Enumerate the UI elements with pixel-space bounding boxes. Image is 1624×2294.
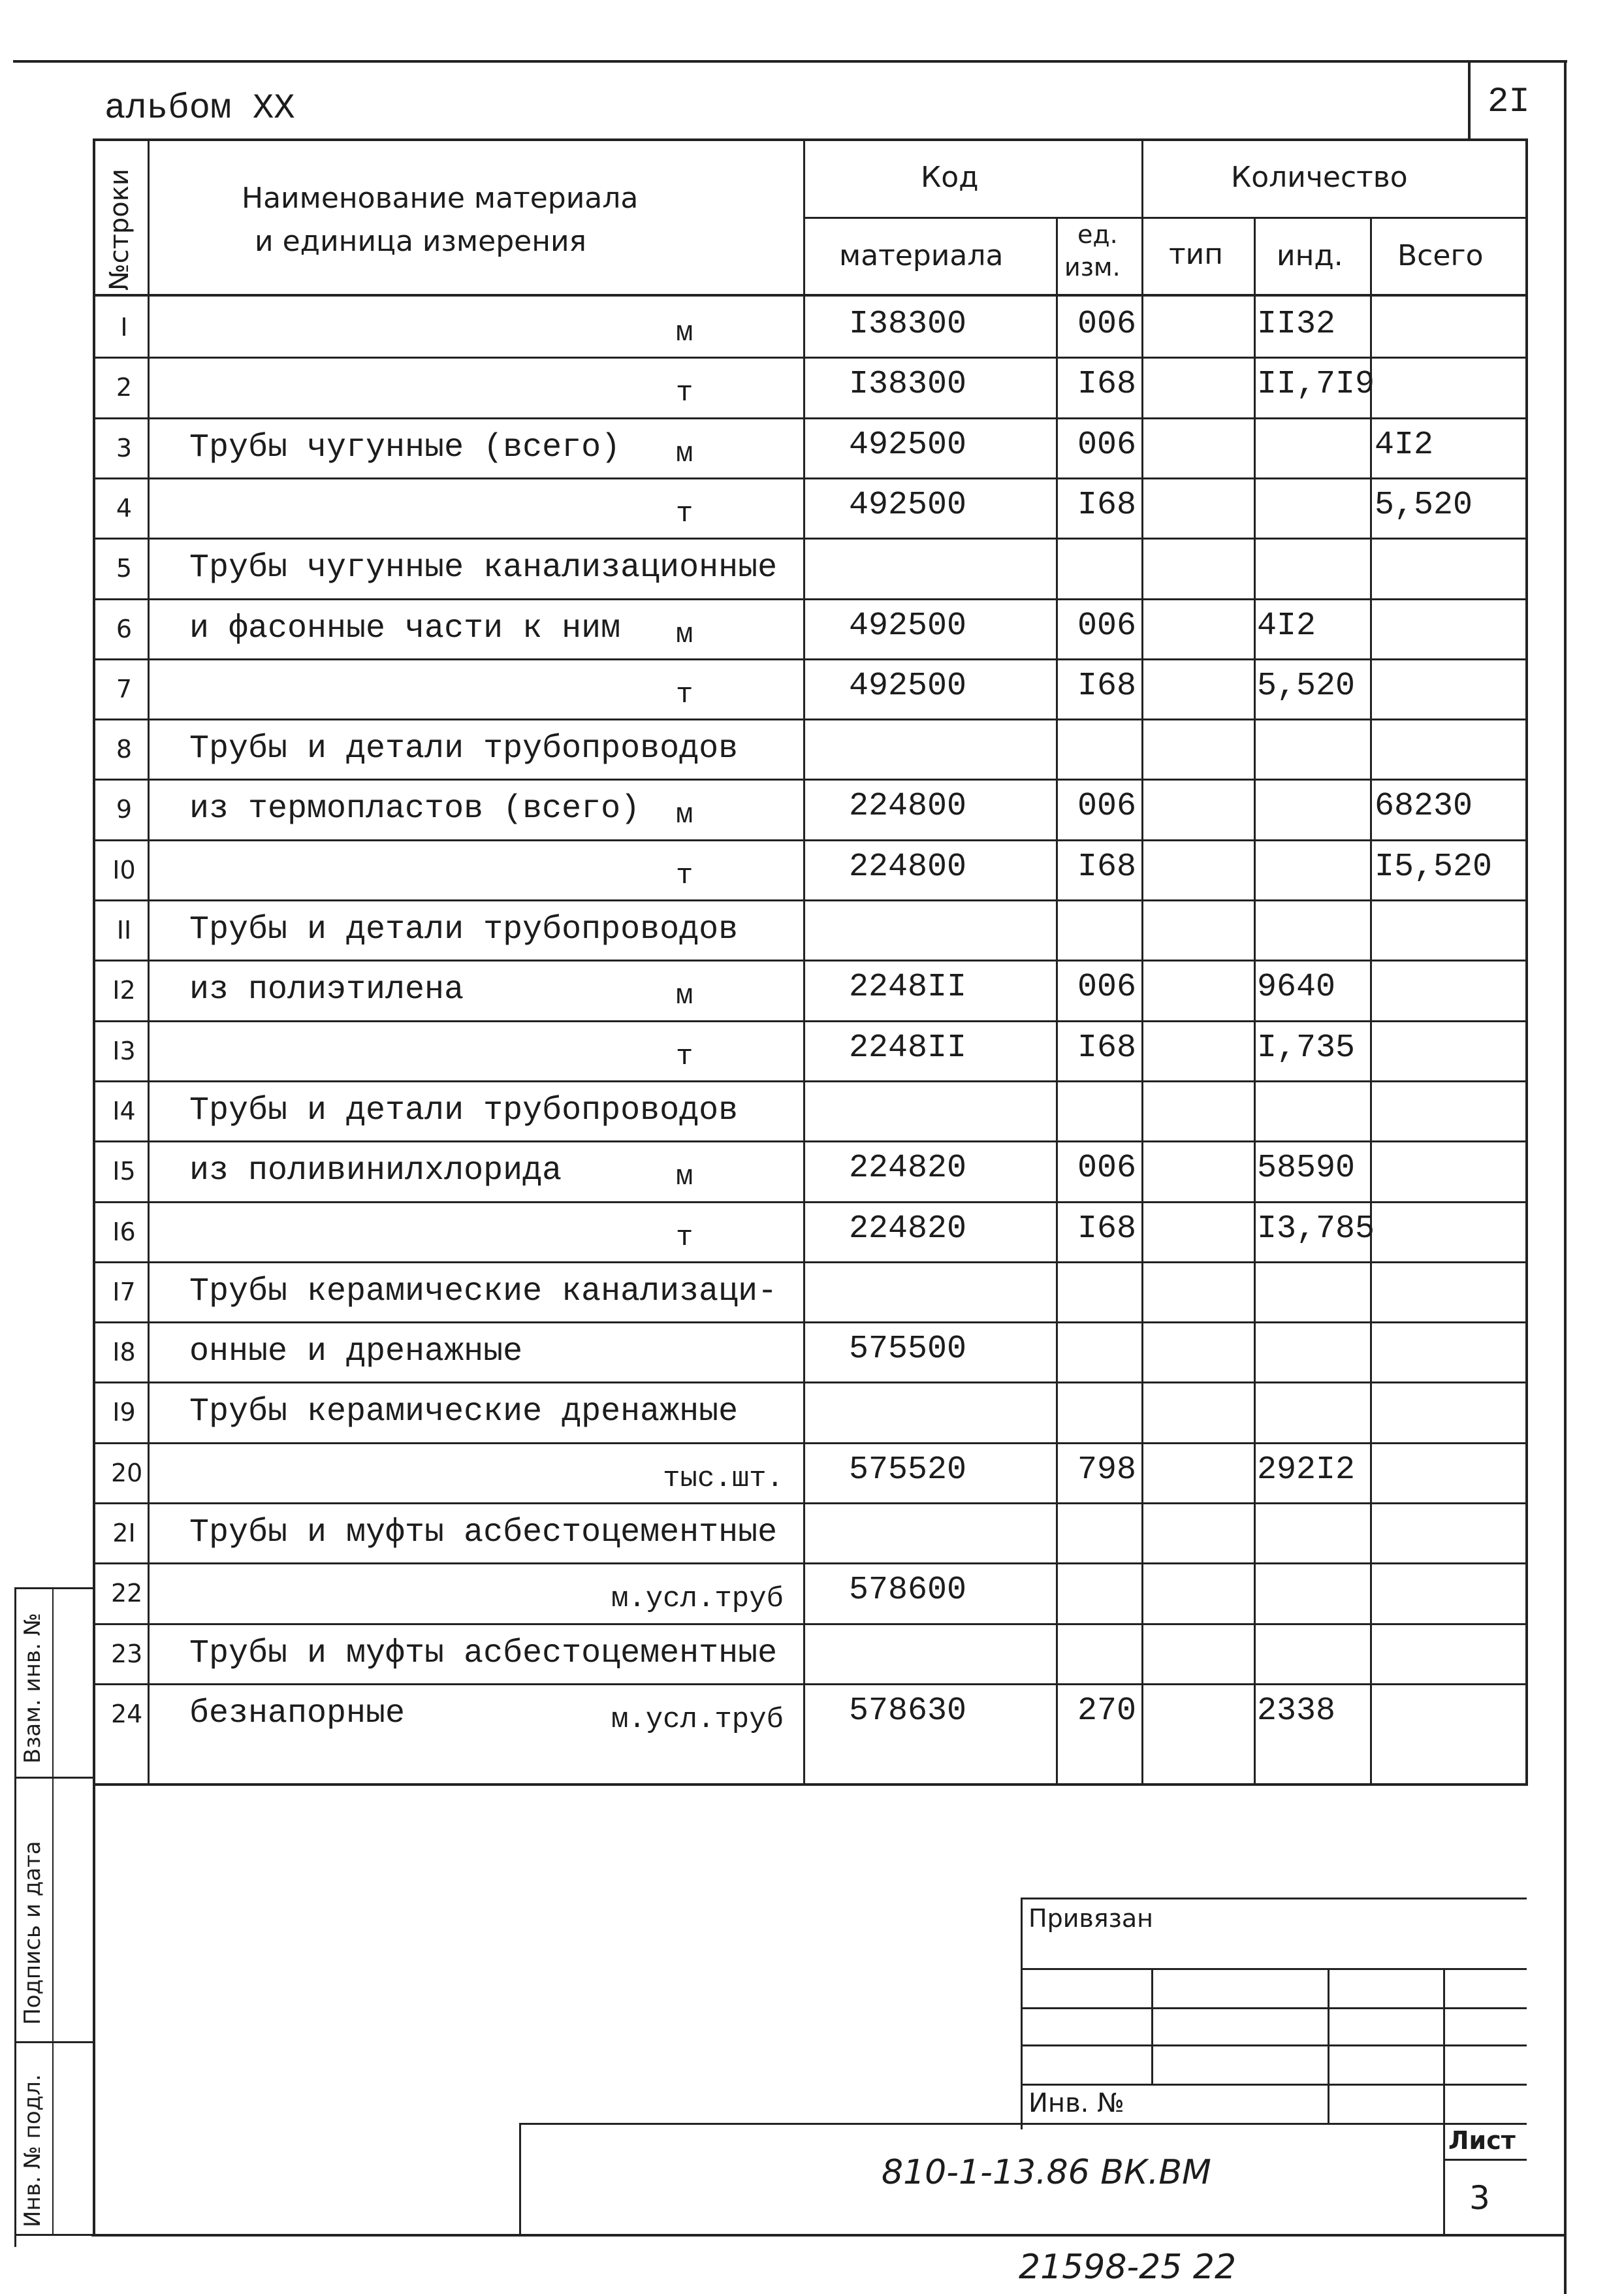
table-row (0, 1623, 1528, 1683)
quantity-ind: 5,520 (1257, 668, 1356, 705)
quantity-ind: 58590 (1257, 1150, 1356, 1187)
unit-label: м (676, 799, 693, 832)
material-name: безнапорные (189, 1695, 406, 1732)
unit-code: 006 (1077, 306, 1137, 343)
table-row (0, 1140, 1528, 1201)
album-title: альбом XX (104, 89, 295, 129)
material-code: 578600 (849, 1572, 967, 1609)
row-number: 9 (116, 795, 133, 824)
unit-code: I68 (1077, 1210, 1137, 1248)
material-name: Трубы и детали трубопроводов (189, 1092, 739, 1129)
unit-code: I68 (1077, 848, 1137, 886)
material-name: Трубы чугунные канализационные (189, 549, 778, 587)
material-code: 2248II (849, 1029, 967, 1067)
row-number: 7 (116, 675, 133, 703)
unit-label: т (676, 1041, 693, 1073)
unit-label: м (676, 317, 693, 349)
header-quantity: Количество (1231, 161, 1408, 194)
unit-code: I68 (1077, 487, 1137, 524)
table-row (0, 1261, 1528, 1321)
header-unit-line2: изм. (1064, 253, 1121, 282)
quantity-total: 68230 (1375, 788, 1473, 825)
stamp-inv-no: Инв. № (1028, 2088, 1124, 2118)
unit-label: т (676, 860, 693, 892)
unit-code: 006 (1077, 1150, 1137, 1187)
row-number: 4 (116, 494, 133, 523)
table-row (0, 899, 1528, 960)
stamp-linked: Привязан (1028, 1904, 1153, 1933)
quantity-total: I5,520 (1375, 848, 1493, 886)
quantity-ind: II,7I9 (1257, 366, 1375, 403)
quantity-ind: I3,785 (1257, 1210, 1375, 1248)
material-name: Трубы и детали трубопроводов (189, 911, 739, 948)
row-number: 23 (111, 1640, 143, 1668)
material-code: 492500 (849, 607, 967, 645)
material-code: 492500 (849, 427, 967, 464)
header-name-line1: Наименование материала (242, 182, 639, 215)
unit-code: 006 (1077, 607, 1137, 645)
unit-label: м (676, 1161, 693, 1193)
unit-code: I68 (1077, 366, 1137, 403)
row-number: 2 (116, 373, 133, 402)
material-code: 224800 (849, 848, 967, 886)
quantity-ind: I,735 (1257, 1029, 1356, 1067)
table-row (0, 1080, 1528, 1140)
unit-code: I68 (1077, 668, 1137, 705)
material-code: 492500 (849, 487, 967, 524)
table-row (0, 297, 1528, 357)
row-number: I0 (112, 856, 136, 884)
quantity-ind: 2338 (1257, 1692, 1336, 1730)
material-code: 224820 (849, 1150, 967, 1187)
header-material: материала (839, 239, 1004, 272)
table-row (0, 1020, 1528, 1080)
page-number: 2I (1488, 82, 1530, 122)
row-number: I5 (112, 1157, 136, 1186)
row-number: I8 (112, 1338, 136, 1366)
material-name: Трубы керамические дренажные (189, 1393, 739, 1430)
table-row (0, 1442, 1528, 1502)
table-row (0, 477, 1528, 538)
header-unit-line1: ед. (1077, 220, 1118, 249)
material-name: из поливинилхлорида (189, 1152, 562, 1189)
unit-label: м (676, 619, 693, 651)
header-code: Код (921, 161, 979, 194)
row-number: I9 (112, 1398, 136, 1427)
table-row (0, 658, 1528, 719)
quantity-ind: 9640 (1257, 969, 1336, 1006)
row-number: I (120, 313, 128, 342)
unit-code: 798 (1077, 1451, 1137, 1489)
material-name: и фасонные части к ним (189, 610, 621, 647)
material-code: I38300 (849, 366, 967, 403)
table-row (0, 779, 1528, 839)
stamp-doc-code: 810-1-13.86 ВК.ВМ (882, 2153, 1211, 2192)
unit-code: 006 (1077, 969, 1137, 1006)
quantity-total: 5,520 (1375, 487, 1473, 524)
table-row (0, 719, 1528, 779)
row-number: 20 (111, 1459, 143, 1487)
unit-label: тыс.шт. (663, 1462, 784, 1495)
unit-label: м.усл.труб (611, 1704, 784, 1736)
material-code: 575500 (849, 1331, 967, 1368)
material-code: 578630 (849, 1692, 967, 1730)
header-total: Всего (1397, 239, 1484, 272)
material-name: из термопластов (всего) (189, 790, 641, 828)
material-name: Трубы чугунные (всего) (189, 429, 621, 466)
unit-code: I68 (1077, 1029, 1137, 1067)
row-number: II (116, 916, 132, 945)
quantity-ind: 4I2 (1257, 607, 1316, 645)
table-row (0, 1381, 1528, 1442)
row-number: 5 (116, 554, 133, 583)
row-number: I3 (112, 1037, 136, 1065)
unit-code: 270 (1077, 1692, 1137, 1730)
table-row (0, 960, 1528, 1020)
row-number: 22 (111, 1579, 143, 1607)
material-code: 492500 (849, 668, 967, 705)
row-number: I6 (112, 1218, 136, 1246)
quantity-ind: II32 (1257, 306, 1336, 343)
row-number: 24 (111, 1700, 143, 1728)
row-number: 8 (116, 735, 133, 764)
table-row (0, 839, 1528, 899)
row-number: I7 (112, 1278, 136, 1306)
header-type: тип (1169, 238, 1223, 271)
table-row (0, 1683, 1528, 1743)
table-row (0, 1321, 1528, 1381)
row-number: 6 (116, 615, 133, 643)
row-number: 2I (112, 1519, 136, 1547)
material-code: 2248II (849, 969, 967, 1006)
unit-label: т (676, 377, 693, 410)
material-name: Трубы керамические канализаци- (189, 1273, 778, 1310)
material-name: Трубы и детали трубопроводов (189, 730, 739, 767)
row-number: I4 (112, 1097, 136, 1125)
unit-code: 006 (1077, 427, 1137, 464)
header-ind: инд. (1277, 239, 1343, 272)
material-code: 224800 (849, 788, 967, 825)
material-code: 575520 (849, 1451, 967, 1489)
header-row-no: №строки (104, 169, 135, 291)
row-number: I2 (112, 976, 136, 1005)
unit-label: м.усл.труб (611, 1583, 784, 1615)
table-row (0, 357, 1528, 417)
unit-code: 006 (1077, 788, 1137, 825)
side-label-replace-inv: Взам. инв. № (20, 1613, 46, 1764)
table-row (0, 538, 1528, 598)
unit-label: м (676, 980, 693, 1012)
material-name: из полиэтилена (189, 971, 464, 1009)
material-code: I38300 (849, 306, 967, 343)
table-row (0, 1201, 1528, 1261)
material-name: Трубы и муфты асбестоцементные (189, 1514, 778, 1551)
material-code: 224820 (849, 1210, 967, 1248)
side-label-sign-date: Подпись и дата (20, 1841, 46, 2025)
table-row (0, 417, 1528, 477)
unit-label: т (676, 498, 693, 530)
unit-label: м (676, 438, 693, 470)
material-name: онные и дренажные (189, 1333, 523, 1370)
row-number: 3 (116, 434, 133, 462)
quantity-ind: 292I2 (1257, 1451, 1356, 1489)
material-name: Трубы и муфты асбестоцементные (189, 1635, 778, 1672)
unit-label: т (676, 679, 693, 711)
side-label-inv-orig: Инв. № подл. (20, 2074, 46, 2227)
stamp-sheet-label: Лист (1448, 2126, 1516, 2155)
table-row (0, 598, 1528, 658)
unit-label: т (676, 1221, 693, 1254)
stamp-sheet-number: 3 (1469, 2179, 1490, 2217)
header-name-line2: и единица измерения (255, 225, 587, 258)
bottom-handwritten-number: 21598-25 22 (1019, 2248, 1237, 2287)
table-row (0, 1502, 1528, 1562)
quantity-total: 4I2 (1375, 427, 1434, 464)
table-row (0, 1562, 1528, 1623)
